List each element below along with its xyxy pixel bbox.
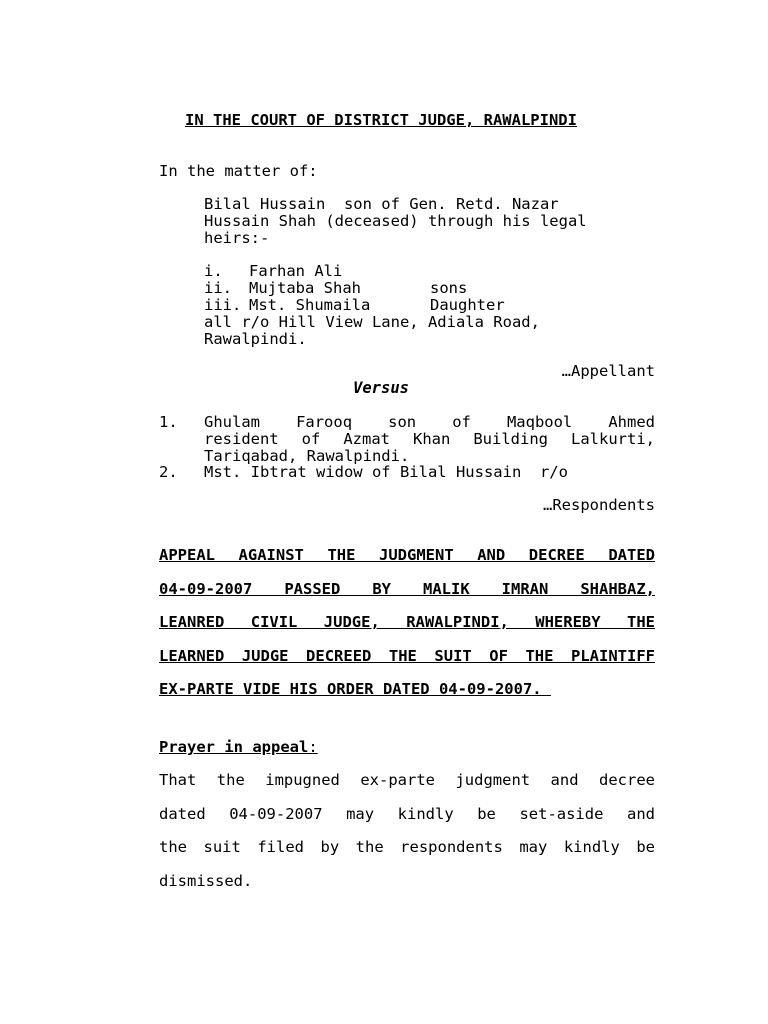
appeal-line: LEARNED JUDGE DECREED THE SUIT OF THE PLAINTIFF (159, 647, 655, 665)
respondents-label: …Respondents (543, 496, 655, 514)
respondent-line: Mst. Ibtrat widow of Bilal Hussain r/o (204, 463, 568, 481)
respondent-number: 2. (159, 463, 178, 481)
respondent-line: Tariqabad, Rawalpindi. (204, 447, 410, 465)
appeal-line: APPEAL AGAINST THE JUDGMENT AND DECREE DATED (159, 546, 655, 564)
respondent-line: resident of Azmat Khan Building Lalkurti, (204, 430, 655, 448)
prayer-line: That the impugned ex-parte judgment and decree (159, 771, 655, 789)
matter-intro: In the matter of: (159, 162, 318, 180)
prayer-line: the suit filed by the respondents may kindly be (159, 838, 655, 856)
heir-name: Mujtaba Shah (249, 279, 361, 297)
heir-name: Mst. Shumaila (249, 296, 371, 314)
appeal-line: EX-PARTE VIDE HIS ORDER DATED 04-09-2007. (159, 680, 551, 698)
prayer-heading-colon: : (308, 738, 318, 756)
address-line-2: Rawalpindi. (204, 330, 307, 348)
heir-number: i. (204, 262, 223, 280)
heir-number: ii. (204, 279, 232, 297)
heir-relation: sons (430, 279, 468, 297)
versus-label: Versus (353, 379, 409, 397)
respondent-line: Ghulam Farooq son of Maqbool Ahmed (204, 413, 655, 431)
appellant-line-1: Bilal Hussain son of Gen. Retd. Nazar (204, 195, 559, 213)
appeal-line: 04-09-2007 PASSED BY MALIK IMRAN SHAHBAZ, (159, 580, 655, 598)
heir-number: iii. (204, 296, 242, 314)
prayer-heading-text: Prayer in appeal (159, 738, 309, 756)
prayer-line: dated 04-09-2007 may kindly be set-aside and (159, 805, 655, 823)
respondent-number: 1. (159, 413, 178, 431)
court-title: IN THE COURT OF DISTRICT JUDGE, RAWALPINDI (185, 111, 577, 129)
prayer-heading (159, 739, 318, 756)
appellant-label: …Appellant (561, 362, 655, 380)
appellant-line-2: Hussain Shah (deceased) through his legal (204, 212, 587, 230)
heir-relation: Daughter (430, 296, 505, 314)
appellant-line-3: heirs:- (204, 229, 270, 247)
appeal-line: LEANRED CIVIL JUDGE, RAWALPINDI, WHEREBY THE (159, 613, 655, 631)
heir-name: Farhan Ali (249, 262, 343, 280)
address-line-1: all r/o Hill View Lane, Adiala Road, (204, 313, 540, 331)
prayer-line: dismissed. (159, 872, 253, 890)
